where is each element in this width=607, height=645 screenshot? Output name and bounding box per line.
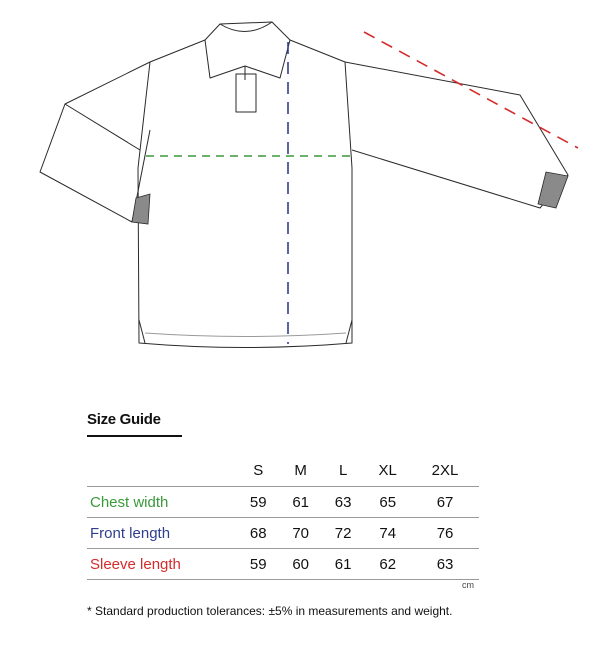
left-sleeve-outline — [40, 62, 150, 222]
table-cell: 76 — [411, 518, 479, 549]
row-label-sleeve-length: Sleeve length — [87, 549, 237, 580]
size-table — [87, 454, 479, 580]
table-cell: 65 — [364, 487, 411, 518]
size-header-row — [87, 454, 479, 487]
table-cell: 72 — [322, 518, 364, 549]
table-cell: 68 — [237, 518, 279, 549]
right-sleeve-outline — [345, 62, 568, 208]
table-cell: 62 — [364, 549, 411, 580]
table-row-front-length — [87, 518, 479, 549]
sleeve-length-measure-line — [364, 32, 578, 148]
collar-outline — [205, 22, 290, 78]
shirt-body-outline — [138, 40, 352, 348]
table-cell: 59 — [237, 487, 279, 518]
placket-outline — [236, 74, 256, 112]
tolerance-footnote: * Standard production tolerances: ±5% in measurements and weight. — [87, 604, 453, 618]
size-header-s: S — [253, 461, 264, 479]
row-label-front-length: Front length — [87, 518, 237, 549]
size-header-m: M — [294, 461, 307, 479]
table-cell: 63 — [322, 487, 364, 518]
table-cell: 63 — [411, 549, 479, 580]
left-cuff — [132, 194, 150, 224]
size-guide-title: Size Guide — [87, 411, 161, 428]
header-spacer — [87, 454, 237, 487]
unit-label: cm — [462, 580, 474, 590]
table-cell: 61 — [322, 549, 364, 580]
table-row-sleeve-length — [87, 549, 479, 580]
size-header-xl: XL — [378, 461, 397, 479]
title-underline — [87, 435, 182, 437]
table-cell: 70 — [279, 518, 321, 549]
table-cell: 61 — [279, 487, 321, 518]
table-cell: 74 — [364, 518, 411, 549]
table-cell: 59 — [237, 549, 279, 580]
table-cell: 67 — [411, 487, 479, 518]
size-header-2xl: 2XL — [431, 461, 459, 479]
table-row-chest-width — [87, 487, 479, 518]
right-cuff — [538, 172, 568, 208]
table-cell: 60 — [279, 549, 321, 580]
size-header-l: L — [338, 461, 348, 479]
row-label-chest-width: Chest width — [87, 487, 237, 518]
